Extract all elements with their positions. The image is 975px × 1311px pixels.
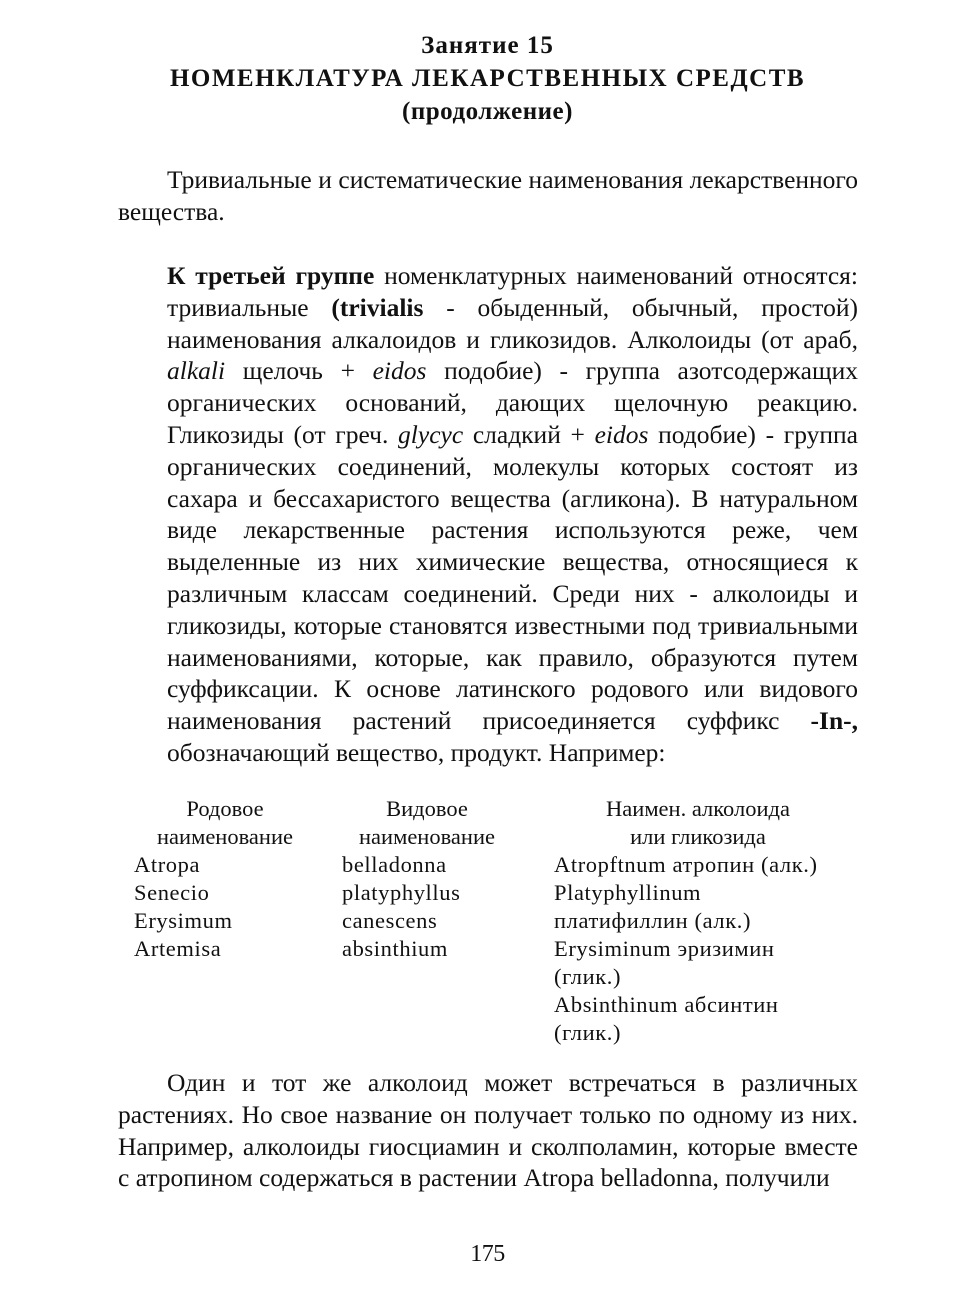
suffix-in: -In-,	[810, 706, 858, 736]
column-header: Наимен. алколоида	[606, 796, 790, 821]
table-cell: absinthium	[342, 936, 448, 961]
table-cell: belladonna	[342, 852, 447, 877]
table-cell: Erysiminum эризимин	[554, 936, 775, 961]
page-number: 175	[470, 1241, 505, 1267]
column-header: или гликозида	[630, 824, 766, 849]
table-cell: Atropa	[134, 852, 201, 877]
substance-column	[548, 795, 848, 1047]
term-trivialis: (trivialis	[331, 292, 424, 322]
table-cell: платифиллин (алк.)	[554, 908, 752, 933]
species-column	[332, 795, 522, 963]
table-cell: Atropftnum атропин (алк.)	[554, 852, 818, 877]
column-header: Родовое	[186, 796, 264, 821]
table-cell: Erysimum	[134, 908, 233, 933]
paragraph-text: щелочь +	[225, 356, 373, 386]
column-header: наименование	[157, 824, 293, 849]
genus-column	[120, 795, 330, 963]
table-cell: (глик.)	[554, 964, 622, 989]
paragraph-text: подобие) - группа азотсодержащих органических оснований, дающих щелочную реакцию. Гликозиды (от греч.	[167, 356, 858, 449]
closing-paragraph: Один и тот же алколоид может встречаться в различных растениях. Но свое название он получает только по одному из них. Например, алколоиды гиосциамин и сколполамин, которые вместе с атропином содержаться в растении Atropa belladonna, получили	[118, 1068, 858, 1193]
term-alkali: alkali	[167, 356, 226, 386]
column-header: наименование	[359, 824, 495, 849]
table-cell: (глик.)	[554, 1020, 622, 1045]
term-eidos: eidos	[594, 419, 649, 449]
lesson-heading: Занятие 15	[421, 32, 554, 59]
lead-bold-text: К третьей группе	[167, 261, 375, 290]
term-eidos: eidos	[372, 356, 427, 386]
intro-paragraph: Тривиальные и систематические наименования лекарственного вещества.	[118, 165, 858, 226]
paragraph-text: подобие) - группа органических соединений, молекулы которых состоят из сахара и бессахаристого вещества (агликона). В натуральном виде лекарственные растения используются реже, чем выделенные из них химические вещества, относящиеся к различным классам соединений. Среди них - алколоиды и гликозиды, которые становятся известными под тривиальными наименованиями, которые, как правило, образуются путем суффиксации. К основе латинского родового или видового наименования растений присоединяется суффикс	[167, 419, 858, 736]
chapter-title: НОМЕНКЛАТУРА ЛЕКАРСТВЕННЫХ СРЕДСТВ	[169, 65, 806, 92]
table-cell: canescens	[342, 908, 438, 933]
term-glycyc: glycyc	[398, 419, 464, 449]
table-cell: Senecio	[134, 880, 210, 905]
paragraph-text: - обыденный, обычный, простой) наименования алкалоидов и гликозидов. Алколоиды (от араб,	[167, 292, 858, 354]
paragraph-text: обозначающий вещество, продукт. Например:	[167, 737, 666, 767]
third-group-paragraph	[167, 260, 858, 769]
chapter-subtitle: (продолжение)	[402, 98, 573, 125]
table-cell: Absinthinum абсинтин	[554, 992, 779, 1017]
table-cell: platyphyllus	[342, 880, 461, 905]
column-header: Видовое	[386, 796, 468, 821]
paragraph-text: сладкий +	[463, 419, 595, 449]
paragraph-text: номенклатурных наименований относятся: тривиальные	[167, 261, 858, 322]
table-cell: Platyphyllinum	[554, 880, 702, 905]
table-cell: Artemisa	[134, 936, 222, 961]
